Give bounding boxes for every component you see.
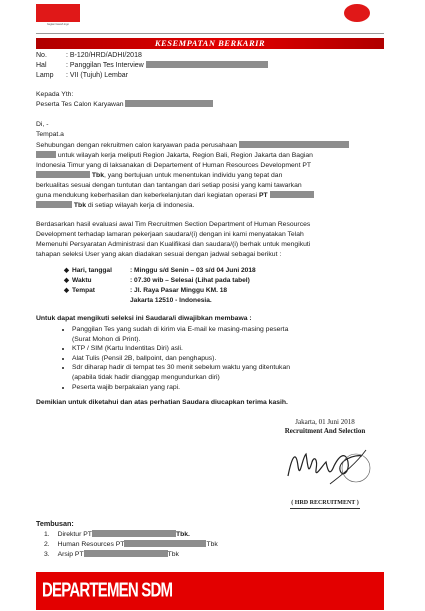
cc-item-number: 1.: [44, 531, 50, 538]
schedule-place-value: : Jl. Raya Pasar Minggu KM. 18: [130, 287, 228, 294]
redacted-block: [239, 141, 349, 148]
redacted-block: [92, 530, 176, 537]
cc-item-label: Human Resources PT: [57, 541, 125, 548]
redacted-block: [36, 201, 72, 208]
signature-underline: [290, 508, 360, 509]
redacted-block: [36, 151, 56, 158]
cc-item: [44, 530, 190, 540]
schedule-time-value: : 07.30 wib – Selesai (Lihat pada tabel): [130, 277, 250, 284]
body-text-bold: Tbk: [73, 202, 86, 209]
redacted-block: [125, 100, 213, 107]
schedule-day-label: Hari, tanggal: [72, 267, 112, 274]
schedule-time: [64, 276, 250, 285]
meta-lamp: [36, 71, 128, 81]
logo-redacted-block: [36, 4, 80, 22]
schedule-place: [64, 286, 227, 295]
body-p2-line4: tahapan seleksi User yang akan diadakan sesuai dengan jadwal sebagai berikut :: [36, 251, 282, 258]
requirement-item: • Alat Tulis (Pensil 2B, ballpoint, dan penghapus).: [72, 354, 290, 364]
cc-item: [44, 550, 179, 560]
recipient-name: [36, 100, 213, 110]
redacted-block: [36, 171, 90, 178]
cc-item-suffix: Tbk.: [175, 531, 190, 538]
requirement-item: • Peserta wajib berpakaian yang rapi.: [72, 383, 290, 393]
recipient-place: Tempat.a: [36, 131, 64, 138]
meta-hal-value: : Panggilan Tes Interview: [66, 62, 144, 69]
footer-banner: [36, 572, 384, 610]
body-p1-line6: [36, 191, 314, 201]
meta-lamp-label: Lamp: [36, 72, 54, 79]
redacted-block: [84, 550, 168, 557]
requirement-item: • KTP / SIM (Kartu Indentitas Diri) asli.: [72, 344, 290, 354]
redacted-block: [146, 61, 268, 68]
cc-item-suffix: Tbk: [206, 541, 218, 548]
meta-no-value: : B-120/HRD/ADHI/2018: [66, 52, 142, 59]
recipient-greeting: Kepada Yth:: [36, 91, 74, 98]
signature-date: Jakarta, 01 Juni 2018: [295, 418, 355, 426]
body-text: guna mendukung keberhasilan dan keberkelanjutan dari kegiatan operasi: [36, 192, 258, 199]
body-text: untuk wilayah kerja meliputi Region Jakarta, Region Bali, Region Jakarta dan Bagian: [57, 152, 313, 159]
meta-no-label: No.: [36, 52, 47, 59]
requirement-item-cont: (Surat Mohon di Print).: [72, 335, 141, 343]
meta-lamp-value: : VII (Tujuh) Lembar: [66, 72, 128, 79]
signature-block: [270, 418, 380, 509]
body-p2-line1: Berdasarkan hasil evaluasi awal Tim Recruitmen Section Department of Human Resources: [36, 221, 311, 228]
signature-name: ( HRD RECRUITMENT ): [291, 500, 359, 506]
body-p2-line2: Development terhadap lamaran pekerjaan saudara/(i) dengan ini kami menyatakan Telah: [36, 231, 304, 238]
signature-dept: Recruitment And Selection: [284, 427, 366, 435]
schedule-day: [64, 266, 256, 275]
cc-title: [36, 519, 74, 529]
meta-hal-label: Hal: [36, 62, 47, 69]
requirement-item: • Sdr diharap hadir di tempat tes 30 menit sebelum waktu yang ditentukan: [72, 363, 290, 373]
cc-item: [44, 540, 218, 550]
requirement-item-cont: (apabila tidak hadir dianggap mengundurkan diri): [72, 373, 220, 381]
redacted-block: [270, 191, 314, 198]
cc-item-number: 3.: [44, 551, 50, 558]
footer-department: DEPARTEMEN SDM: [42, 579, 173, 602]
body-p1-line5: berkualitas sesuai dengan tuntutan dan tantangan dari setiap posisi yang kami tawarkan: [36, 182, 302, 189]
diamond-bullet-icon: ◆: [64, 267, 70, 274]
closing-sentence: Demikian untuk diketahui dan atas perhatian Saudara diucapkan terima kasih.: [36, 399, 288, 406]
body-text: , yang bertujuan untuk menentukan individu yang tepat dan: [103, 172, 283, 179]
recipient-location: Di, -: [36, 121, 49, 128]
schedule-day-value: : Minggu s/d Senin – 03 s/d 04 Juni 2018: [130, 267, 256, 274]
body-text: Sehubungan dengan rekruitmen calon karyawan pada perusahaan: [36, 142, 238, 149]
company-logo-right: [344, 4, 370, 22]
requirement-item: • Panggilan Tes yang sudah di kirim via E-mail ke masing-masing peserta: [72, 325, 290, 335]
body-p1-line3: Indonesia Timur yang di laksanakan di Departement of Human Resources Development PT: [36, 162, 312, 169]
header-divider: [36, 33, 384, 34]
body-p1-line7: [36, 201, 194, 211]
requirements-list: [58, 325, 290, 392]
meta-no: [36, 51, 142, 61]
diamond-bullet-icon: ◆: [64, 287, 70, 294]
company-logo-left: [36, 4, 80, 26]
schedule-place-label: Tempat: [72, 287, 95, 294]
body-p2-line3: Memenuhi Persyaratan Administrasi dan Kualifikasi dan saudara/(i) berhak untuk mengikuti: [36, 241, 311, 248]
cc-item-label: Arsip PT: [57, 551, 84, 558]
body-p1-line1: [36, 141, 349, 151]
banner-title: KESEMPATAN BERKARIR: [36, 38, 384, 49]
diamond-bullet-icon: ◆: [64, 277, 70, 284]
redacted-block: [124, 540, 206, 547]
cc-item-number: 2.: [44, 541, 50, 548]
signature-scribble-icon: [270, 436, 380, 498]
meta-hal: [36, 61, 268, 71]
cc-item-suffix: Tbk: [167, 551, 179, 558]
schedule-place-line2: Jakarta 12510 - Indonesia.: [130, 297, 212, 304]
logo-tagline: bagian bawah logo: [47, 23, 69, 26]
cc-title-text: Tembusan: [36, 519, 72, 528]
logo-redacted-mark: [344, 4, 370, 22]
requirements-intro: Untuk dapat mengikuti seleksi ini Saudara/i diwajibkan membawa :: [36, 315, 252, 322]
body-text-bold: PT: [258, 192, 268, 199]
body-p1-line4: [36, 171, 282, 181]
body-text: di setiap wilayah kerja di indonesia.: [85, 202, 195, 209]
body-text-bold: Tbk: [91, 172, 104, 179]
cc-colon: :: [71, 519, 74, 528]
body-p1-line2: [36, 151, 313, 161]
schedule-time-label: Waktu: [72, 277, 92, 284]
cc-item-label: Direktur PT: [57, 531, 92, 538]
recipient-name-text: Peserta Tes Calon Karyawan: [36, 101, 124, 108]
